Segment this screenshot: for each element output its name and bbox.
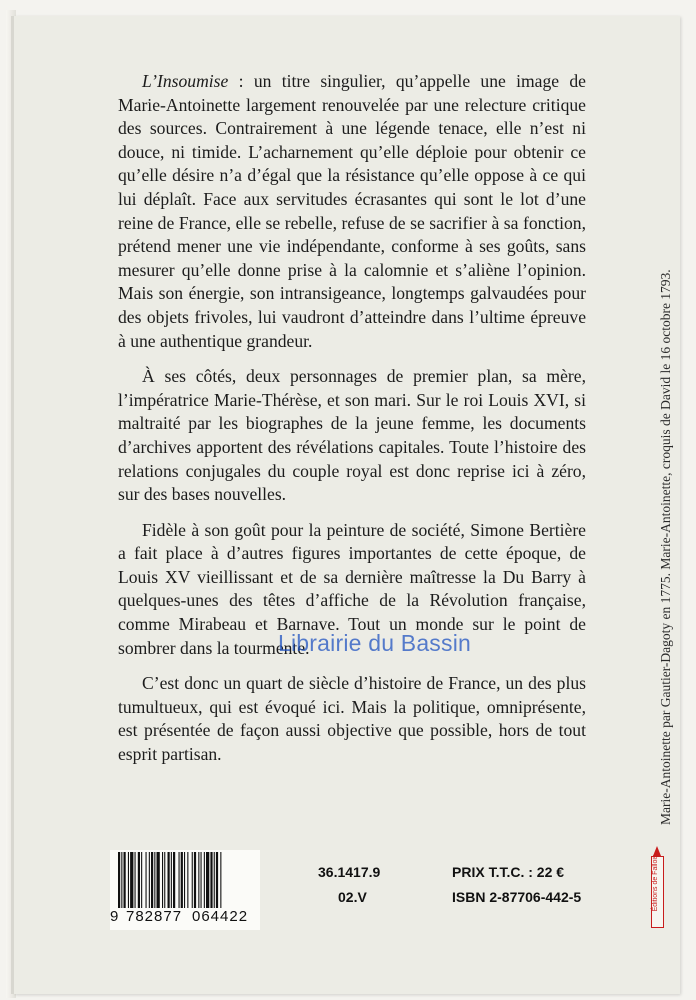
barcode-bar	[216, 852, 218, 908]
back-cover-blurb	[118, 70, 586, 779]
barcode-bar	[141, 852, 142, 908]
barcode-bar	[138, 852, 140, 908]
image-credit-column	[642, 160, 674, 825]
barcode-digits-right: 064422	[192, 908, 249, 925]
barcode-bar	[171, 852, 172, 908]
barcode-bar	[157, 852, 160, 908]
barcode-bar	[201, 852, 202, 908]
barcode-bar	[187, 852, 188, 908]
barcode-bar	[181, 852, 183, 908]
barcode-bar	[135, 852, 136, 908]
barcode-bar	[192, 852, 193, 908]
book-title-italic: L’Insoumise	[142, 71, 229, 91]
barcode-bar	[130, 852, 133, 908]
barcode-bar	[210, 852, 212, 908]
barcode-bar	[168, 852, 170, 908]
barcode-bar	[194, 852, 196, 908]
blurb-paragraph-3: Fidèle à son goût pour la peinture de société, Simone Bertière a fait place à d’autres figures importantes de cette époque, de Louis XV vieillissant et de sa dernière maîtresse la Du Barry à quelques-unes des têtes d’affiche de la Révolution française, comme Mirabeau et Barnave. Tout un monde sur le point de sombrer dans la tourmente.	[118, 519, 586, 658]
barcode-bar	[164, 852, 165, 908]
barcode-bar	[121, 852, 122, 908]
barcode-bar	[204, 852, 205, 908]
barcode-bar	[206, 852, 209, 908]
barcode-bar	[124, 852, 126, 908]
barcode-bars	[118, 852, 252, 908]
blurb-paragraph-2: À ses côtés, deux personnages de premier plan, sa mère, l’impératrice Marie-Thérèse, et son mari. Sur le roi Louis XVI, si maltraité par les biographes de la jeune femme, les documents d’archives apportent des révélations capitales. Toute l’histoire des relations conjugales du couple royal est donc reprise ici à zéro, sur des bases nouvelles.	[118, 366, 586, 505]
barcode-bar	[173, 852, 175, 908]
isbn-barcode	[110, 850, 260, 930]
barcode-bar	[128, 852, 129, 908]
price-label: PRIX T.T.C. : 22 €	[452, 864, 565, 880]
volume-code: 02.V	[338, 889, 367, 905]
barcode-digits-left: 782877	[126, 908, 183, 925]
blurb-paragraph-4: C’est donc un quart de siècle d’histoire de France, un des plus tumultueux, qui est évoqué ici. Mais la politique, omniprésente, est présentée de façon aussi objective que possible, hors de tout esprit partisan.	[118, 673, 586, 765]
internal-code: 36.1417.9	[318, 864, 381, 880]
barcode-bar	[146, 852, 147, 908]
barcode-bar	[198, 852, 199, 908]
barcode-bar	[118, 852, 120, 908]
barcode-bar	[149, 852, 150, 908]
barcode-bar	[214, 852, 215, 908]
blurb-paragraph-1-text: : un titre singulier, qu’appelle une image de Marie-Antoinette largement renouvelée par une relecture critique des sources. Contrairement à une légende tenace, elle n’est ni douce, ni timide. L’acharnement qu’elle déploie pour obtenir ce qu’elle désire n’a d’égal que la résistance qu’elle oppose à ce qui lui déplaît. Face aux servitudes écrasantes qui sont le lot d’une reine de France, elle se rebelle, refuse de se sacrifier à sa fonction, prétend mener une vie indépendante, conforme à ses goûts, sans mesurer qu’elle donne prise à la calomnie et s’aliène l’opinion. Mais son énergie, son intransigeance, longtemps galvaudées pour des objets frivoles, lui vaudront d’atteindre dans l’ultime épreuve à une authentique grandeur.	[118, 71, 586, 351]
publisher-logo-text: Éditions de Fallois	[652, 854, 659, 912]
barcode-digit-first: 9	[110, 908, 119, 925]
image-credit: Marie-Antoinette par Gautier-Dagoty en 1775. Marie-Antoinette, croquis de David le 16 octobre 1793.	[658, 269, 673, 825]
barcode-bar	[179, 852, 180, 908]
barcode-bar	[184, 852, 185, 908]
publisher-logo	[651, 846, 664, 928]
barcode-bar	[162, 852, 163, 908]
blurb-paragraph-1	[118, 70, 586, 353]
barcode-bar	[220, 852, 221, 908]
barcode-bar	[154, 852, 155, 908]
barcode-bar	[151, 852, 153, 908]
bookseller-watermark: Librairie du Bassin	[278, 630, 472, 656]
isbn-label: ISBN 2-87706-442-5	[452, 889, 582, 905]
